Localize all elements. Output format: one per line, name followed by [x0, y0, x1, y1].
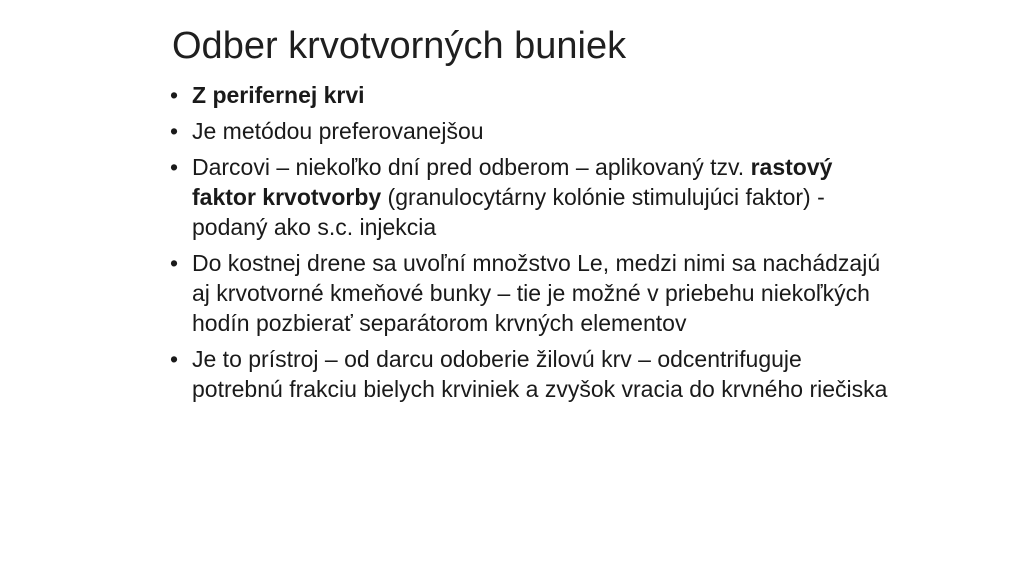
- bullet-text: Je metódou preferovanejšou: [192, 118, 484, 144]
- bullet-item: [170, 116, 890, 146]
- bullet-item: [170, 152, 890, 242]
- bullet-text: (granulocytárny kolónie stimulujúci faktor) - podaný ako s.c. injekcia: [192, 184, 825, 240]
- bullet-text-bold: Z perifernej krvi: [192, 82, 365, 108]
- bullet-item: [170, 248, 890, 338]
- bullet-list: [170, 80, 890, 410]
- bullet-text: Je to prístroj – od darcu odoberie žilovú krv – odcentrifuguje potrebnú frakciu bielych krviniek a zvyšok vracia do krvného riečiska: [192, 346, 888, 402]
- bullet-item: [170, 80, 890, 110]
- bullet-text: Darcovi – niekoľko dní pred odberom – aplikovaný tzv.: [192, 154, 751, 180]
- slide-title: Odber krvotvorných buniek: [172, 25, 627, 67]
- bullet-text-bold: rastový faktor krvotvorby: [192, 154, 833, 210]
- bullet-item: [170, 344, 890, 404]
- bullet-text: Do kostnej drene sa uvoľní množstvo Le, medzi nimi sa nachádzajú aj krvotvorné kmeňové bunky – tie je možné v priebehu niekoľkých hodín pozbierať separátorom krvných elementov: [192, 250, 881, 336]
